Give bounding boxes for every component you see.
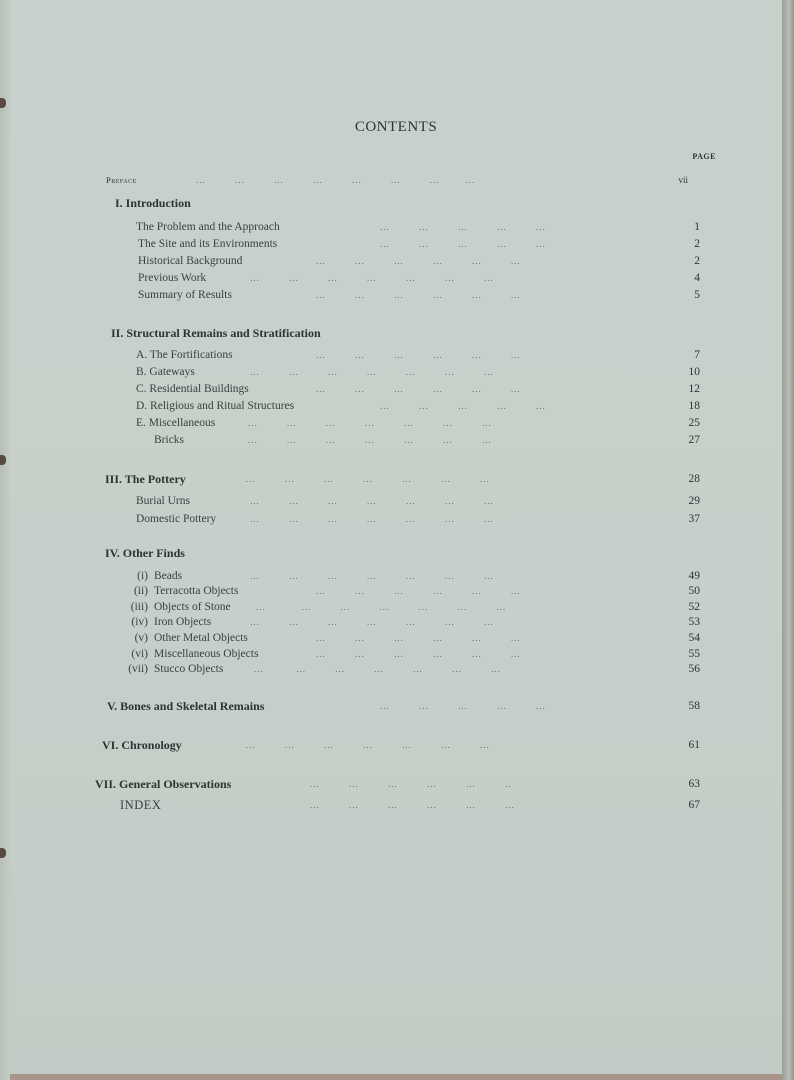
toc-page-number: 50 <box>688 585 700 597</box>
toc-section-label: V. Bones and Skeletal Remains <box>107 699 265 713</box>
toc-page-number: 58 <box>688 700 700 712</box>
dot-leader: ... ... ... ... ... ... ... <box>250 571 494 581</box>
dot-leader: ... ... ... ... ... ... ... <box>250 617 494 627</box>
dot-leader: ... ... ... ... ... ... <box>316 384 521 394</box>
toc-section-general-observations[interactable] <box>10 775 782 793</box>
toc-page-number: 1 <box>694 221 700 233</box>
page-nick <box>0 455 6 465</box>
toc-entry[interactable] <box>10 269 782 287</box>
toc-entry-label: (vii) Stucco Objects <box>128 663 224 675</box>
toc-page-number: 29 <box>688 495 700 507</box>
dot-leader: ... ... ... ... ... <box>380 701 546 711</box>
toc-page-number: vii <box>678 175 688 185</box>
toc-page-number: 52 <box>688 601 700 613</box>
dot-leader: ... ... ... ... ... ... <box>316 633 521 643</box>
toc-entry[interactable] <box>10 346 782 364</box>
dot-leader: ... ... ... ... ... ... ... <box>250 514 494 524</box>
page-column-header: PAGE <box>692 152 716 161</box>
toc-entry-label: (ii) Terracotta Objects <box>133 585 239 597</box>
dot-leader: ... ... ... ... ... ... ... <box>256 602 507 612</box>
toc-section-label: VII. General Observations <box>95 777 232 791</box>
book-page <box>10 0 782 1078</box>
page-nick <box>0 98 6 108</box>
toc-entry-label: B. Gateways <box>136 366 195 378</box>
dot-leader: ... ... ... ... ... ... ... <box>250 273 494 283</box>
toc-section-label: II. Structural Remains and Stratification <box>111 326 321 340</box>
toc-page-number: 4 <box>694 272 700 284</box>
dot-leader: ... ... ... ... ... <box>380 401 546 411</box>
dot-leader: ... ... ... ... ... ... ... <box>250 367 494 377</box>
toc-section-introduction[interactable] <box>10 194 782 212</box>
toc-page-number: 61 <box>688 739 700 751</box>
toc-section-chronology[interactable] <box>10 736 782 754</box>
toc-page-number: 7 <box>694 349 700 361</box>
toc-entry[interactable] <box>10 380 782 398</box>
toc-entry-label: Bricks <box>154 434 185 446</box>
toc-page-number: 12 <box>688 383 700 395</box>
toc-entry-label: Domestic Pottery <box>136 513 217 525</box>
toc-section-label: VI. Chronology <box>102 738 182 752</box>
toc-entry[interactable] <box>10 510 782 528</box>
toc-section-label: III. The Pottery <box>105 472 186 486</box>
dot-leader: ... ... ... ... ... ... <box>316 586 521 596</box>
toc-page-number: 10 <box>688 366 700 378</box>
toc-entry[interactable] <box>10 660 782 678</box>
toc-page-number: 28 <box>688 473 700 485</box>
toc-page-number: 2 <box>694 255 700 267</box>
dot-leader: ... ... ... ... ... .. <box>310 779 512 789</box>
toc-section-label: I. Introduction <box>115 196 191 210</box>
dot-leader: ... ... ... ... ... <box>380 222 546 232</box>
toc-entry[interactable] <box>10 431 782 449</box>
page-title: CONTENTS <box>354 119 438 135</box>
toc-section-bones[interactable] <box>10 697 782 715</box>
dot-leader: ... ... ... ... ... ... ... <box>248 418 492 428</box>
toc-entry-label: Burial Urns <box>136 495 190 507</box>
toc-page-number: 53 <box>688 616 700 628</box>
toc-entry-label: (v) Other Metal Objects <box>134 632 248 644</box>
dot-leader: ... ... ... ... ... ... ... <box>254 664 501 674</box>
toc-page-number: 37 <box>688 513 700 525</box>
toc-page-number: 5 <box>694 289 700 301</box>
toc-entry-label: (iv) Iron Objects <box>131 616 212 628</box>
toc-page-number: 56 <box>688 663 700 675</box>
toc-entry-label: Historical Background <box>138 255 243 267</box>
dot-leader: ... ... ... ... ... ... <box>316 290 521 300</box>
dot-leader: ... ... ... ... ... ... <box>310 800 515 810</box>
dot-leader: ... ... ... ... ... ... ... ... <box>196 175 476 185</box>
dot-leader: ... ... ... ... ... ... ... <box>246 740 490 750</box>
toc-entry[interactable] <box>10 363 782 381</box>
toc-page-number: 55 <box>688 648 700 660</box>
toc-entry-label: Summary of Results <box>138 289 232 301</box>
toc-entry-label: C. Residential Buildings <box>136 383 249 395</box>
page-stack-edge <box>782 0 794 1080</box>
toc-entry[interactable] <box>10 286 782 304</box>
toc-page-number: 63 <box>688 778 700 790</box>
toc-entry-label: The Site and its Environments <box>138 238 278 250</box>
toc-page-number: 67 <box>688 799 700 811</box>
toc-entry-preface[interactable] <box>10 171 782 189</box>
toc-entry-label: E. Miscellaneous <box>136 417 216 429</box>
toc-entry[interactable] <box>10 252 782 270</box>
toc-page-number: 49 <box>688 570 700 582</box>
toc-entry-index[interactable] <box>10 796 782 814</box>
toc-entry-label: INDEX <box>120 798 162 812</box>
toc-entry-label: (iii) Objects of Stone <box>130 601 231 613</box>
toc-entry-label: (vi) Miscellaneous Objects <box>131 648 259 660</box>
toc-entry-label: D. Religious and Ritual Structures <box>136 400 295 412</box>
toc-page-number: 54 <box>688 632 700 644</box>
dot-leader: ... ... ... ... ... <box>380 239 546 249</box>
toc-entry-label: A. The Fortifications <box>136 349 233 361</box>
toc-section-other-finds[interactable] <box>10 544 782 562</box>
toc-section-label: IV. Other Finds <box>105 546 185 560</box>
dot-leader: ... ... ... ... ... ... <box>316 649 521 659</box>
binding-edge <box>0 0 10 1080</box>
dot-leader: ... ... ... ... ... ... ... <box>248 435 492 445</box>
toc-entry-label: The Problem and the Approach <box>136 221 280 233</box>
toc-section-structural-remains[interactable] <box>10 324 782 342</box>
toc-page-number: 25 <box>688 417 700 429</box>
toc-entry-label: (i) Beads <box>137 570 183 582</box>
toc-section-pottery[interactable] <box>10 470 782 488</box>
toc-entry-label: Preface <box>106 175 137 185</box>
toc-page-number: 18 <box>688 400 700 412</box>
page-nick <box>0 848 6 858</box>
dot-leader: ... ... ... ... ... ... ... <box>246 474 490 484</box>
toc-page-number: 27 <box>688 434 700 446</box>
toc-entry[interactable] <box>10 492 782 510</box>
toc-entry[interactable] <box>10 218 782 236</box>
toc-entry[interactable] <box>10 414 782 432</box>
toc-entry[interactable] <box>10 235 782 253</box>
toc-page-number: 2 <box>694 238 700 250</box>
dot-leader: ... ... ... ... ... ... <box>316 256 521 266</box>
dot-leader: ... ... ... ... ... ... ... <box>250 496 494 506</box>
dot-leader: ... ... ... ... ... ... <box>316 350 521 360</box>
page-bottom-edge <box>10 1074 782 1080</box>
toc-entry-label: Previous Work <box>138 272 207 284</box>
toc-entry[interactable] <box>10 397 782 415</box>
